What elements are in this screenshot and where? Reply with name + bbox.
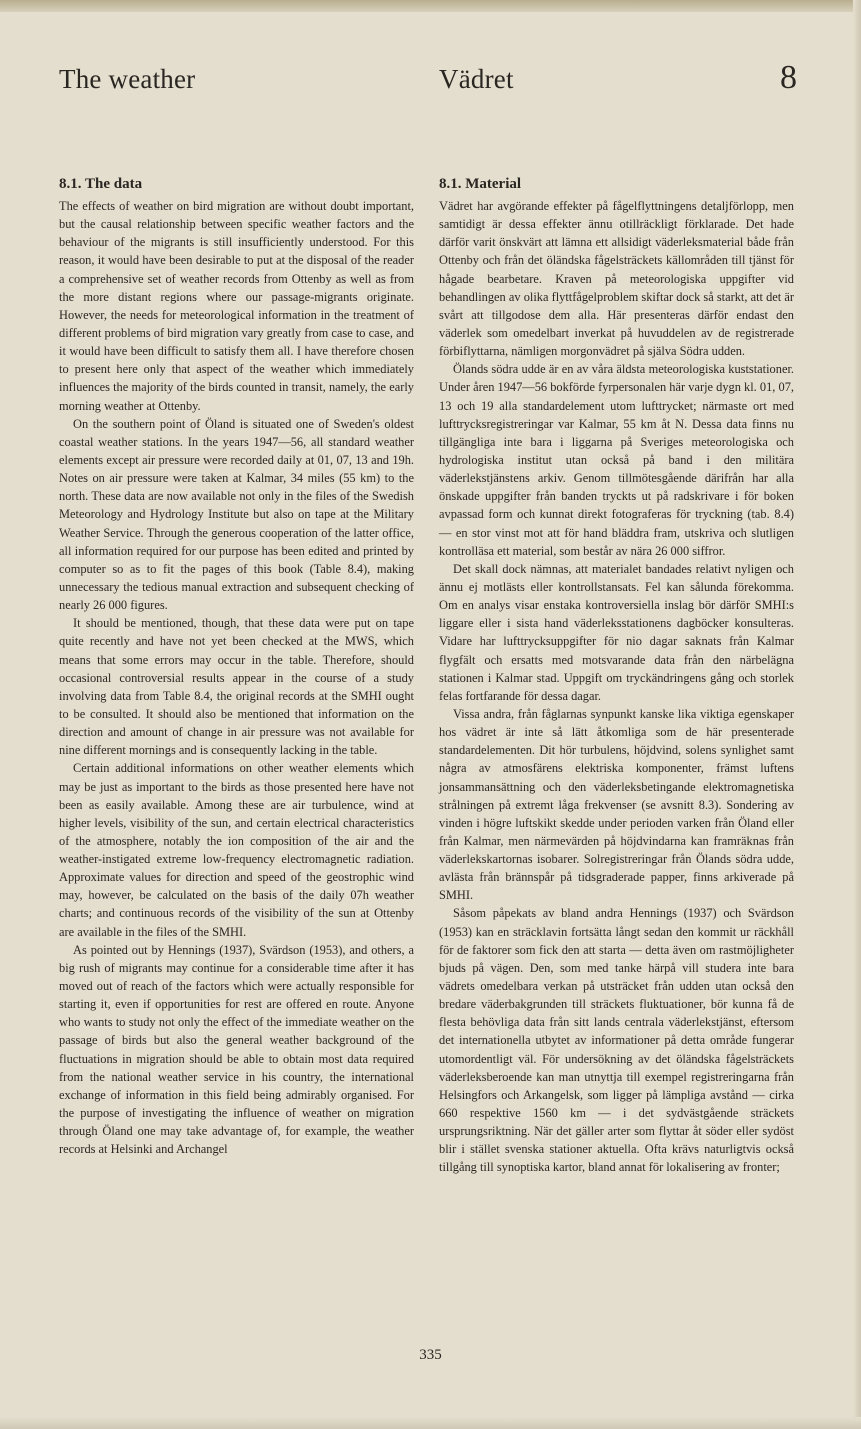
page-right-edge <box>853 0 861 1429</box>
paragraph: On the southern point of Öland is situated one of Sweden's oldest coastal weather stations. In the years 1947—56, all standard weather elements except air pressure were recorded daily at 01, 07, 13 and 19h. Notes on air pressure were taken at Kalmar, 34 miles (55 km) to the north. These data are now available not only in the files of the Swedish Meteorology and Hydrology Institute but also on tape at the Military Weather Service. Through the generous cooperation of the latter office, all information required for our purpose has been edited and printed by computer so as to fit the pages of this book (Table 8.4), making unnecessary the tedious manual extraction and subsequent checking of nearly 26 000 figures. <box>59 416 414 613</box>
chapter-title-swedish: Vädret <box>439 64 514 94</box>
paragraph: Det skall dock nämnas, att materialet bandades relativt nyligen och ännu ej motlästs eller kontrollstansats. Fel kan sålunda förekomma. Om en analys visar enstaka kontroversiella inslag bör därför SMHI:s liggare eller i sista hand väderleksstationens dagböcker konsulteras. Vidare har lufttrycksuppgifter för nio dagar saknats från Kalmar flygfält och ersatts med motsvarande data från den närbelägna stationen i Kalmar stad. Uppgift om tryckändringens gång och storlek felas fortfarande för dessa dagar. <box>439 561 794 703</box>
paragraph: Ölands södra udde är en av våra äldsta meteorologiska kuststationer. Under åren 1947—56 bokförde fyrpersonalen här varje dygn kl. 01, 07, 13 och 19 alla standardelement utom lufttrycket; närmaste ort med lufttrycksregistreringar var Kalmar, 55 km åt N. Dessa data finns nu tillgängliga inte bara i liggarna på Sveriges meteorologiska och hydrologiska institut utan också på band i den militära väderlekstjänstens arkiv. Genom tillmötesgående därifrån har alla önskade uppgifter från banden tryckts ut på radskrivare i för boken avpassad form och kunnat direkt fotograferas för tryckning (tab. 8.4) — en stor vinst mot att för hand bläddra fram, utskriva och slutligen kontrolläsa ett material, som består av nära 26 000 siffror. <box>439 362 794 558</box>
paragraph: Certain additional informations on other weather elements which may be just as important to the birds as those presented here have not been as easily available. Among these are air turbulence, wind at higher levels, visibility of the sun, and certain electrical characteristics of the atmosphere, notably the ion composition of the air and the weather-instigated extreme low-frequency electromagnetic radiation. Approximate values for direction and speed of the geostrophic wind may, however, be calculated on the basis of the daily 07h weather charts; and continuous records of the visibility of the sun at Ottenby are available in the files of the SMHI. <box>59 761 414 939</box>
swedish-column <box>439 197 794 1177</box>
page-top-edge <box>0 0 861 12</box>
paragraph: As pointed out by Hennings (1937), Svärdson (1953), and others, a big rush of migrants may continue for a considerable time after it has moved out of reach of the factors which were actually responsible for starting it, even if opportunities for rest are offered en route. Anyone who wants to study not only the effect of the immediate weather on the passage of birds but also the general weather background of the fluctuations in migration should be able to obtain most data required from the national weather service in his country, the international exchange of information in this field being admirably organised. For the purpose of investigating the influence of weather on migration through Öland one may take advantage of, for example, the weather records at Helsinki and Archangel <box>59 942 414 1157</box>
english-column <box>59 197 414 1158</box>
page-bottom-edge <box>0 1417 861 1429</box>
paragraph: The effects of weather on bird migration are without doubt important, but the causal relationship between specific weather factors and the behaviour of the migrants is still insufficiently understood. For this reason, it would have been desirable to put at the disposal of the reader a comprehensive set of weather records from Ottenby as well as from the more distant regions where our passage-migrants originate. However, the needs for meteorological information in the treatment of different problems of bird migration vary greatly from case to case, and it would have been difficult to satisfy them all. I have therefore chosen to present here only that aspect of the weather which immediately influences the majority of the birds counted in transit, namely, the early morning weather at Ottenby. <box>59 199 414 413</box>
chapter-title-english: The weather <box>59 64 196 94</box>
section-heading-english: 8.1. The data <box>59 176 143 192</box>
paragraph: Vädret har avgörande effekter på fågelflyttningens detaljförlopp, men samtidigt är dessa effekter ännu otillräckligt förklarade. Det hade därför varit önskvärt att lämna ett allsidigt väderleksmaterial både från Ottenby och från det öländska fågelsträckets källområden till tjänst för hågade bearbetare. Kraven på meteorologiska uppgifter vid behandlingen av olika flyttfågelproblem skiftar dock så starkt, att det är svårt att tillgodose dem alla. Här presenteras därför endast den väderlek som omedelbart inverkat på huvuddelen av de registrerade förbiflyttarna, nämligen morgonvädret på själva Södra udden. <box>439 199 794 359</box>
paragraph: Vissa andra, från fåglarnas synpunkt kanske lika viktiga egenskaper hos vädret är inte så lätt åtkomliga som de här presenterade standardelementen. Dit hör turbulens, höjdvind, solens synlighet samt några av atmosfärens elektriska komponenter, främst luftens jonsammansättning och den väderleksbetingande elektromagnetiska strålningen på extremt låga frekvenser (se avsnitt 8.3). Sondering av vinden i högre luftskikt skedde under perioden varken från Öland eller från Kalmar, men närmevärden på höjdvindarna kan framräknas från väderlekskartornas isobarer. Solregistreringar från Ölands södra udde, avlästa från brännspår på tidsgraderade papper, finns arkiverade på SMHI. <box>439 706 794 903</box>
paragraph: Såsom påpekats av bland andra Hennings (1937) och Svärdson (1953) kan en sträcklavin fortsätta långt sedan den kommit ur räckhåll för de faktorer som fick den att starta — detta även om rastmöjligheter bjuds på vägen. Den, som med tanke härpå vill studera inte bara vädrets omedelbara verkan på utsträcket från udden utan också den bredare väderbakgrunden till sträckets fluktuationer, bör kunna få de flesta behövliga data från sitt lands centrala väderlekstjänst, eftersom det internationella utbytet av informationer på detta område fungerar utomordentligt väl. För undersökning av det öländska fågelsträckets väderleksberoende kan man utnyttja till exempel registreringarna från Helsingfors och Arkangelsk, som ligger på lämpliga avstånd — cirka 660 respektive 1560 km — i det sydvästgående sträckets ursprungsriktning. När det gäller arter som flyttar åt söder eller sydöst blir i stället svenska stationer aktuella. Ofta krävs naturligtvis också tillgång till synoptiska kartor, bland annat för lokalisering av fronter; <box>439 906 794 1175</box>
paragraph: It should be mentioned, though, that these data were put on tape quite recently and have not yet been checked at the MWS, which means that some errors may occur in the table. Therefore, should occasional controversial results appear in the course of a study involving data from Table 8.4, the original records at the SMHI ought to be consulted. It should also be mentioned that information on the direction and amount of change in air pressure was not available for nine different mornings and is consequently lacking in the table. <box>59 616 414 758</box>
chapter-number: 8 <box>780 59 797 96</box>
section-heading-swedish: 8.1. Material <box>439 176 522 192</box>
page-number: 335 <box>419 1347 442 1363</box>
